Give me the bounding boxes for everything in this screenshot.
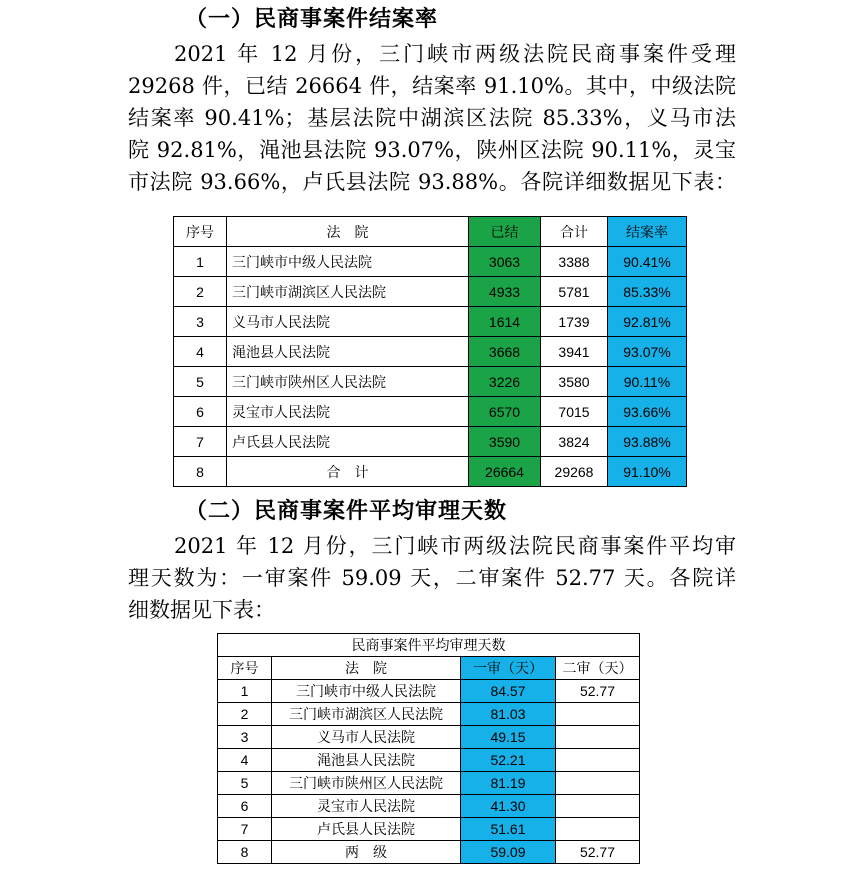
table-cell: 91.10% [608,457,687,487]
table-cell: 1 [218,680,272,703]
table-cell: 5781 [541,277,608,307]
table-cell: 三门峡市中级人民法院 [227,247,469,277]
table-cell: 三门峡市陕州区人民法院 [227,367,469,397]
table-cell: 5 [218,772,272,795]
table-row [174,307,687,337]
table-cell: 5 [174,367,227,397]
table-cell: 3 [174,307,227,337]
table-title: 民商事案件平均审理天数 [218,634,640,657]
table-cell: 渑池县人民法院 [272,749,461,772]
section2-paragraph [128,530,736,626]
table-cell [556,749,640,772]
table-cell: 三门峡市湖滨区人民法院 [227,277,469,307]
header-cell: 法 院 [227,217,469,247]
table-cell: 1614 [469,307,541,337]
table-cell: 6 [174,397,227,427]
table-cell: 52.77 [556,680,640,703]
table-cell: 1739 [541,307,608,337]
header-cell: 二审（天） [556,657,640,680]
header-cell: 法 院 [272,657,461,680]
table-header-row [218,657,640,680]
paragraph-line: 2021 年 12 月份，三门峡市两级法院民商事案件受理 [174,42,736,66]
table-cell: 41.30 [461,795,556,818]
table-cell: 8 [174,457,227,487]
header-cell: 序号 [174,217,227,247]
section2-heading: （二）民商事案件平均审理天数 [185,499,508,524]
table-cell: 3824 [541,427,608,457]
table-cell: 6 [218,795,272,818]
paragraph-line: 理天数为：一审案件 59.09 天，二审案件 52.77 天。各院详 [128,566,736,590]
table-cell: 3590 [469,427,541,457]
table-cell: 三门峡市陕州区人民法院 [272,772,461,795]
table-cell: 三门峡市中级人民法院 [272,680,461,703]
table-cell [556,772,640,795]
section1-heading: （一）民商事案件结案率 [185,7,439,32]
header-cell: 一审（天） [461,657,556,680]
table-cell: 4 [218,749,272,772]
table-cell: 卢氏县人民法院 [272,818,461,841]
table-cell [556,726,640,749]
header-cell: 结案率 [608,217,687,247]
table-cell: 92.81% [608,307,687,337]
table-cell: 3063 [469,247,541,277]
table-cell: 义马市人民法院 [272,726,461,749]
table-row [174,367,687,397]
table-header-row [174,217,687,247]
table-cell: 1 [174,247,227,277]
table-cell [556,818,640,841]
table-cell: 52.77 [556,841,640,864]
table-cell: 26664 [469,457,541,487]
table-cell: 三门峡市湖滨区人民法院 [272,703,461,726]
table-cell: 渑池县人民法院 [227,337,469,367]
header-cell: 合计 [541,217,608,247]
table-cell: 93.07% [608,337,687,367]
table-cell: 4933 [469,277,541,307]
table-cell: 6570 [469,397,541,427]
table-cell: 90.11% [608,367,687,397]
table-row [174,397,687,427]
table-cell: 两 级 [272,841,461,864]
paragraph-line: 院 92.81%，渑池县法院 93.07%，陕州区法院 90.11%，灵宝 [128,138,736,162]
table-row [174,427,687,457]
header-cell: 序号 [218,657,272,680]
table-row [218,841,640,864]
table-title-row [218,634,640,657]
table-cell: 90.41% [608,247,687,277]
table-cell: 3668 [469,337,541,367]
table-cell: 81.03 [461,703,556,726]
table-row [218,680,640,703]
section1-paragraph [128,38,736,198]
average-trial-days-table [217,633,640,864]
table-cell: 2 [174,277,227,307]
table-cell: 93.66% [608,397,687,427]
table-cell: 3388 [541,247,608,277]
table-cell [556,703,640,726]
table-cell: 59.09 [461,841,556,864]
table-cell: 3226 [469,367,541,397]
table-row [218,703,640,726]
table-row [174,247,687,277]
table-cell: 灵宝市人民法院 [227,397,469,427]
table-cell: 52.21 [461,749,556,772]
header-cell: 已结 [469,217,541,247]
table-cell: 4 [174,337,227,367]
table-cell: 8 [218,841,272,864]
table-cell: 灵宝市人民法院 [272,795,461,818]
table-cell: 3580 [541,367,608,397]
paragraph-line: 市法院 93.66%，卢氏县法院 93.88%。各院详细数据见下表： [128,170,736,194]
table-cell: 49.15 [461,726,556,749]
table-cell: 93.88% [608,427,687,457]
case-closure-rate-table [173,216,687,487]
table-row [174,277,687,307]
table-cell: 7 [174,427,227,457]
table-row [174,457,687,487]
table-cell: 合 计 [227,457,469,487]
table-cell: 7 [218,818,272,841]
table-cell: 3941 [541,337,608,367]
table-cell: 7015 [541,397,608,427]
table-cell [556,795,640,818]
table-cell: 卢氏县人民法院 [227,427,469,457]
table-cell: 义马市人民法院 [227,307,469,337]
table-cell: 2 [218,703,272,726]
table-cell: 29268 [541,457,608,487]
table-cell: 3 [218,726,272,749]
table-row [218,818,640,841]
table-cell: 81.19 [461,772,556,795]
paragraph-line: 结案率 90.41%；基层法院中湖滨区法院 85.33%，义马市法 [128,106,736,130]
paragraph-line: 29268 件，已结 26664 件，结案率 91.10%。其中，中级法院 [128,74,736,98]
table-row [218,795,640,818]
table-row [218,749,640,772]
table-row [218,772,640,795]
table-cell: 85.33% [608,277,687,307]
table-cell: 51.61 [461,818,556,841]
table-row [218,726,640,749]
table-cell: 84.57 [461,680,556,703]
paragraph-line: 细数据见下表： [128,598,275,622]
paragraph-line: 2021 年 12 月份，三门峡市两级法院民商事案件平均审 [174,534,736,558]
table-row [174,337,687,367]
